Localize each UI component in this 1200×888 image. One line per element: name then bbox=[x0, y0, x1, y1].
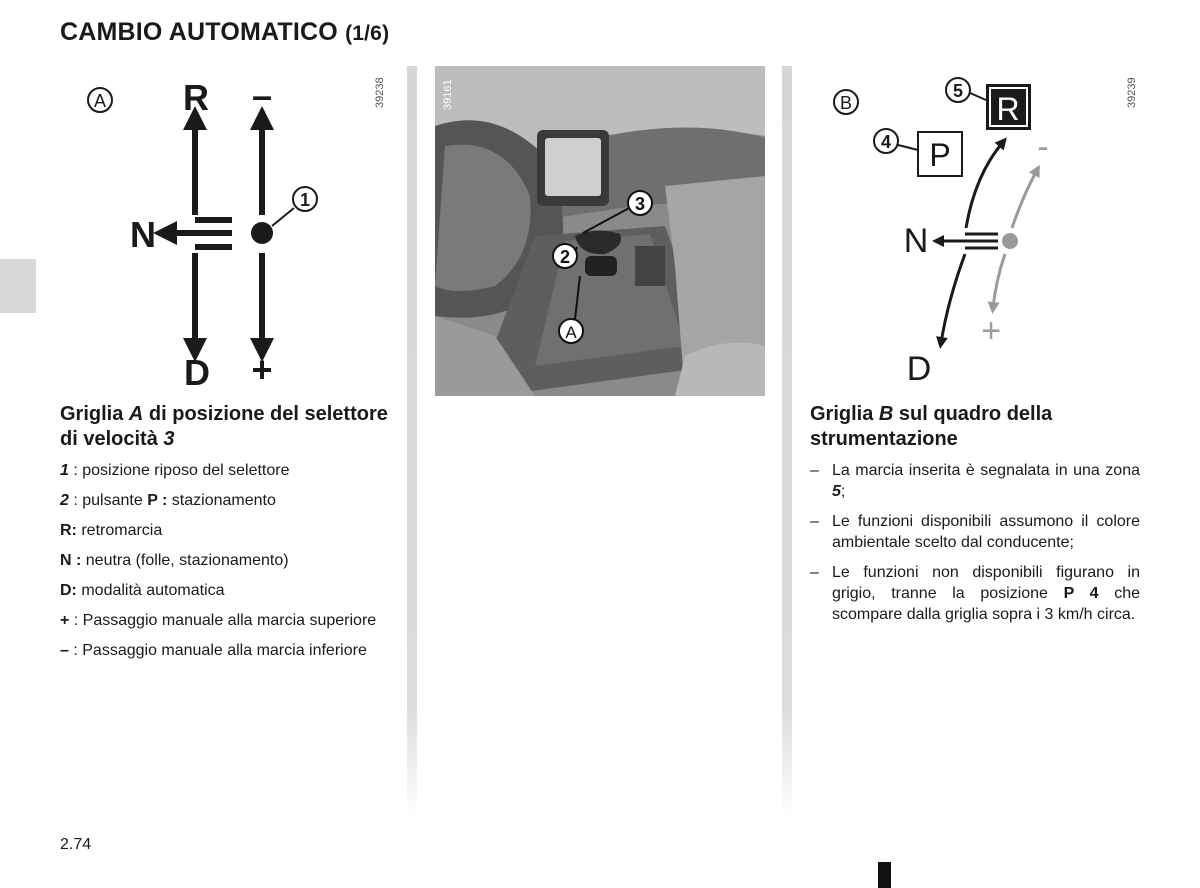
title-part: (1/6) bbox=[345, 22, 390, 45]
b-gear-d-label: D bbox=[906, 350, 932, 388]
shift-grid-b-diagram bbox=[820, 70, 1150, 390]
callout-2-number: 2 bbox=[559, 247, 571, 267]
figure-a-ref: 39238 bbox=[374, 77, 386, 108]
console-photo bbox=[435, 66, 765, 396]
callout-5-number: 5 bbox=[952, 81, 964, 101]
figure-b-letter: B bbox=[839, 93, 853, 113]
bullet-item: – Le funzioni non disponibili figurano in grigio, tranne la posizione P 4 che scompare dalla griglia sopra i 3 km/h circa. bbox=[810, 564, 1140, 623]
b-gear-n-label: N bbox=[903, 222, 929, 260]
figure-a-letter: A bbox=[93, 91, 107, 111]
photo-ref: 39161 bbox=[442, 79, 454, 110]
definition-item: R: retromarcia bbox=[60, 522, 163, 539]
definition-item: – : Passaggio manuale alla marcia inferiore bbox=[60, 642, 367, 659]
definition-item: D: modalità automatica bbox=[60, 582, 225, 599]
shift-grid-a-diagram bbox=[70, 70, 400, 395]
grid-b-heading-part2: sul quadro della strumentazione bbox=[810, 403, 1053, 450]
grid-b-heading bbox=[810, 402, 1140, 452]
grid-a-heading-number: 3 bbox=[163, 428, 175, 450]
page-edge-marker bbox=[878, 862, 891, 888]
definition-item: 2 : pulsante P : stazionamento bbox=[60, 492, 276, 509]
figure-b-ref: 39239 bbox=[1126, 77, 1138, 108]
grid-b-heading-part1: Griglia bbox=[810, 403, 879, 425]
definition-item: 1 : posizione riposo del selettore bbox=[60, 462, 290, 479]
bullet-list bbox=[810, 460, 1140, 634]
shift-arrows bbox=[165, 118, 262, 350]
definition-item: N : neutra (folle, stazionamento) bbox=[60, 552, 289, 569]
grid-b-heading-letter: B bbox=[878, 403, 894, 425]
b-rest-dot bbox=[1002, 233, 1018, 249]
gear-d-label: D bbox=[184, 352, 210, 393]
grid-a-heading-part2: di posizione del selettore di velocità bbox=[60, 403, 388, 450]
gear-r-box-label: R bbox=[996, 91, 1020, 127]
title-main: CAMBIO AUTOMATICO bbox=[60, 18, 338, 46]
column-divider-right bbox=[782, 66, 792, 816]
minus-label: – bbox=[251, 75, 273, 116]
grid-a-heading-part1: Griglia bbox=[60, 403, 129, 425]
b-plus-label: + bbox=[981, 312, 1001, 350]
rest-position-dot bbox=[251, 222, 273, 244]
gear-p-box-label: P bbox=[929, 137, 951, 173]
callout-a-letter: A bbox=[565, 323, 577, 342]
plus-label: + bbox=[251, 349, 273, 390]
bullet-item: – Le funzioni disponibili assumono il colore ambientale scelto dal conducente; bbox=[810, 513, 1140, 551]
section-tab bbox=[0, 259, 36, 313]
callout-1-number: 1 bbox=[299, 190, 311, 210]
gear-n-label: N bbox=[130, 214, 156, 255]
bullet-item: – La marcia inserita è segnalata in una zona 5; bbox=[810, 462, 1140, 500]
grid-a-heading-letter: A bbox=[128, 403, 144, 425]
column-divider-left bbox=[407, 66, 417, 816]
page-title bbox=[60, 18, 389, 47]
gear-r-label: R bbox=[183, 77, 209, 118]
page-number: 2.74 bbox=[60, 836, 92, 853]
definition-item: + : Passaggio manuale alla marcia superiore bbox=[60, 612, 377, 629]
grid-a-heading bbox=[60, 402, 390, 452]
definitions-list bbox=[60, 460, 390, 670]
callout-4-number: 4 bbox=[880, 132, 892, 152]
callout-3-number: 3 bbox=[634, 194, 646, 214]
b-minus-label: - bbox=[1037, 128, 1049, 166]
